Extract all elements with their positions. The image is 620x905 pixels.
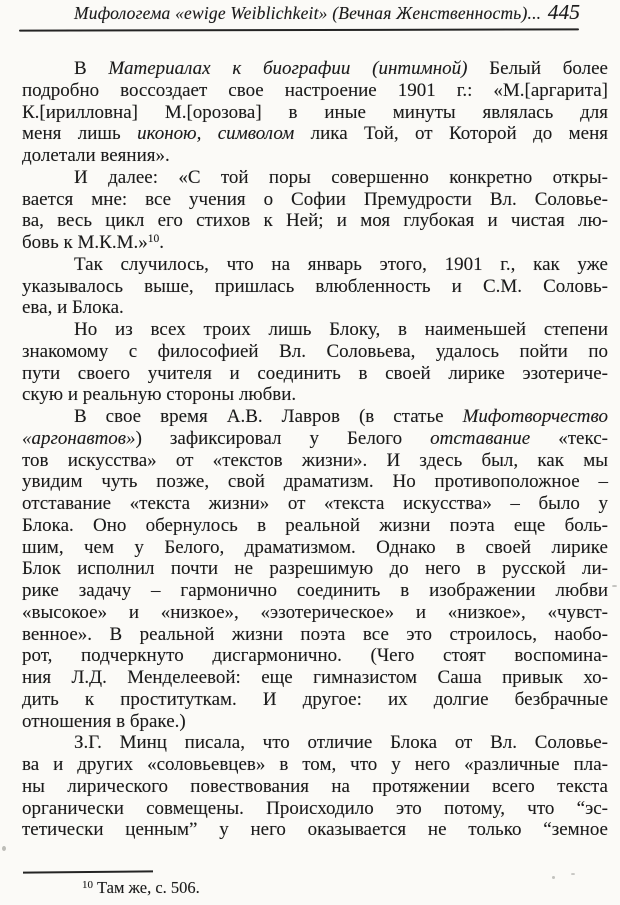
text-run: рот, подчеркнуто дисгармонично. (Чего стоят воспомина- (22, 645, 608, 667)
text-line (22, 754, 608, 776)
text-run: долетали веяния». (22, 145, 170, 166)
running-header-title: Мифологема «ewige Weiblichkeit» (Вечная Женственность)... (74, 3, 542, 23)
scan-speck (571, 873, 575, 875)
header-rule (19, 28, 579, 32)
text-line (22, 645, 608, 667)
text-run: Мифотворчество (462, 406, 608, 427)
text-line (22, 428, 608, 450)
text-line (22, 732, 608, 754)
footnote-reference: 10 (147, 233, 160, 245)
text-line (22, 341, 608, 363)
text-run: вается мне: все учения о Софии Премудрости Вл. Соловье- (22, 188, 608, 210)
text-run: увидим чуть позже, свой драматизм. Но противоположное – (22, 471, 608, 493)
text-run: иконою, символом (137, 123, 295, 145)
text-run: «текс- (530, 427, 608, 449)
text-run: ния Л.Д. Менделеевой: еще гимназистом Саша привык хо- (22, 667, 608, 688)
text-run: меня лишь (22, 123, 138, 145)
text-line (22, 58, 608, 80)
footnote-marker: 10 (82, 879, 93, 891)
footnote-text: Там же, с. 506. (97, 878, 200, 897)
text-line (22, 167, 608, 189)
text-line (22, 667, 608, 689)
text-run: скую и реальную стороны любви. (22, 384, 297, 406)
text-run: Так случилось, что на январь этого, 1901 г., как уже (74, 253, 608, 275)
text-run: ва и других «соловьевцев» в том, что у него «различные пла- (22, 754, 608, 775)
text-run: И далее: «С той поры совершенно конкретно откры- (74, 166, 608, 188)
text-run: Белый более (467, 58, 608, 79)
text-line (22, 776, 608, 798)
text-run: «высокое» и «низкое», «эзотерическое» и «низкое», «чувст- (22, 601, 608, 623)
text-run: отставание (430, 427, 531, 449)
text-run: ) зафиксировал у Белого (135, 427, 431, 449)
text-line (22, 102, 608, 124)
text-run: Блок исполнил почти не разрешимую до него в русской ли- (22, 558, 608, 580)
text-line (22, 319, 608, 341)
text-line (22, 711, 608, 733)
text-line (22, 798, 608, 820)
text-line (22, 558, 608, 580)
text-run: рике задачу – гармонично соединить в изображении любви (22, 580, 608, 601)
text-line (22, 450, 608, 472)
text-line (22, 123, 608, 145)
text-run: ева, и Блока. (22, 297, 124, 319)
text-run: пути своего учителя и соединить в своей лирике эзотериче- (22, 362, 608, 384)
text-run: дить к проституткам. И другое: их долгие безбрачные (22, 688, 608, 710)
text-run: тов искусства» от «текстов жизни». И здесь был, как мы (22, 449, 608, 471)
text-line (22, 819, 608, 841)
text-line (22, 515, 608, 537)
text-line (22, 471, 608, 493)
text-run: указывалось выше, пришлась влюбленность и С.М. Соловь- (22, 275, 608, 297)
text-run: бовь к М.К.М.» (22, 232, 148, 253)
text-run: «аргонавтов» (22, 427, 136, 449)
text-line (22, 624, 608, 646)
text-run: ны лирического повествования на протяжении всего текста (22, 775, 608, 797)
text-line (22, 276, 608, 298)
text-line (22, 406, 608, 428)
page-number: 445 (547, 0, 580, 24)
text-run: В (74, 58, 109, 79)
text-run: . (159, 232, 164, 253)
text-line (22, 145, 608, 167)
text-line (22, 580, 608, 602)
footnote (82, 878, 200, 898)
text-line (22, 297, 608, 319)
text-run: отношения в браке.) (22, 710, 186, 732)
text-run: К.[ирилловна] М.[орозова] в иные минуты являлась для (22, 101, 608, 123)
text-line (22, 232, 608, 254)
text-line (22, 493, 608, 515)
text-run: отставание «текста жизни» от «текста искусства» – было у (22, 493, 608, 514)
text-run: В свое время А.В. Лавров (в статье (74, 406, 463, 427)
text-line (22, 602, 608, 624)
text-run: Блока. Оно обернулось в реальной жизни поэта еще боль- (22, 514, 608, 536)
scan-speck (612, 585, 617, 587)
text-run: органически совмещены. Происходило это потому, что “эс- (22, 797, 608, 819)
text-line (22, 384, 608, 406)
text-line (22, 254, 608, 276)
text-run: ва, весь цикл его стихов к Ней; и моя глубокая и чистая лю- (22, 210, 608, 232)
text-run: З.Г. Минц писала, что отличие Блока от Вл. Соловье- (74, 732, 608, 754)
text-line (22, 189, 608, 211)
text-run: знакомому с философией Вл. Соловьева, удалось пойти по (22, 340, 608, 362)
text-run: лика Той, от Которой до меня (294, 123, 608, 145)
text-run: Материалах к биографии (интимной) (108, 58, 468, 79)
scan-speck (2, 846, 6, 851)
text-run: тетически ценным” у него оказывается не только “земное (22, 819, 608, 841)
text-run: Но из всех троих лишь Блоку, в наименьшей степени (74, 319, 608, 340)
text-line (22, 80, 608, 102)
text-line (22, 363, 608, 385)
text-run: шим, чем у Белого, драматизмом. Однако в своей лирике (22, 536, 608, 558)
text-line (22, 210, 608, 232)
text-line (22, 689, 608, 711)
body-text (22, 58, 608, 841)
scan-speck (552, 876, 555, 879)
footnote-rule (23, 870, 153, 873)
text-line (22, 537, 608, 559)
text-run: подробно воссоздает свое настроение 1901 г.: «М.[аргарита] (22, 79, 608, 101)
text-run: венное». В реальной жизни поэта все это строилось, наобо- (22, 623, 608, 645)
